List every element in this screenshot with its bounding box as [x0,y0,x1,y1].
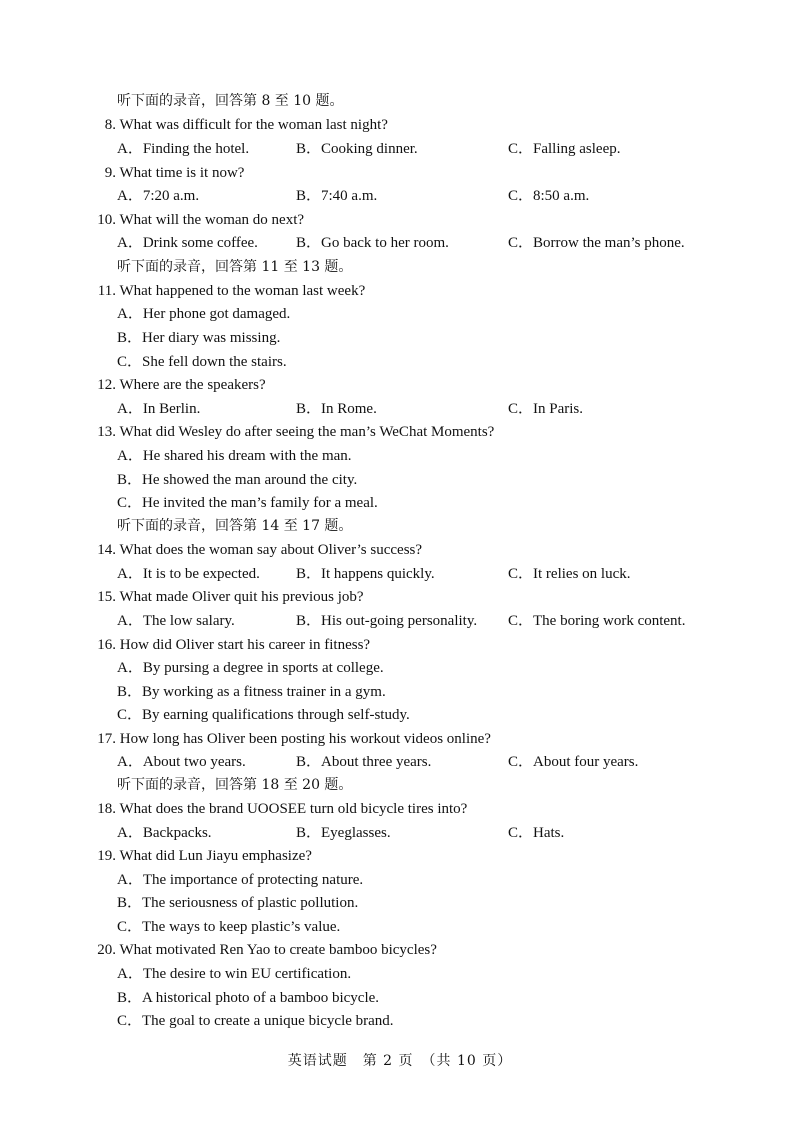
option-c: C．Borrow the man’s phone. [508,235,685,251]
question-number: 11. [97,283,116,299]
question-text: What does the woman say about Oliver’s success? [119,542,423,558]
option-b: B．About three years. [296,754,432,770]
question-text: What did Wesley do after seeing the man’s WeChat Moments? [119,424,495,440]
question [82,728,491,750]
question-text: What will the woman do next? [119,212,305,228]
option-c: C．8:50 a.m. [508,188,590,204]
option-a: A．The desire to win EU certification. [117,966,352,982]
question [82,539,422,561]
option-b: B．By working as a fitness trainer in a gym. [117,684,386,700]
question-number: 13. [97,424,116,440]
question [82,845,312,867]
option-a: A．Drink some coffee. [117,235,258,251]
option-b: B．His out-going personality. [296,613,478,629]
option-c: C．She fell down the stairs. [117,354,287,370]
section-instruction: 听下面的录音，回答第 18 至 20 题。 [117,777,353,793]
option-b: B．Go back to her room. [296,235,449,251]
option-b: B．Cooking dinner. [296,141,418,157]
option-c: C．Falling asleep. [508,141,621,157]
section-instruction: 听下面的录音，回答第 11 至 13 题。 [117,259,353,275]
question-text: What made Oliver quit his previous job? [119,589,364,605]
option-c: C．The ways to keep plastic’s value. [117,919,341,935]
option-c: C．About four years. [508,754,639,770]
option-a: A．Finding the hotel. [117,141,250,157]
option-a: A．The low salary. [117,613,235,629]
option-a: A．Backpacks. [117,825,212,841]
question [82,280,365,302]
option-a: A．About two years. [117,754,246,770]
question-number: 12. [97,377,116,393]
option-a: A．He shared his dream with the man. [117,448,352,464]
question [82,586,364,608]
question-text: Where are the speakers? [119,377,266,393]
option-c: C．The goal to create a unique bicycle brand. [117,1013,394,1029]
question-number: 16. [97,637,116,653]
question [82,798,467,820]
option-c: C．It relies on luck. [508,566,631,582]
option-b: B．He showed the man around the city. [117,472,358,488]
question-number: 18. [97,801,116,817]
question-number: 14. [97,542,116,558]
question-text: What does the brand UOOSEE turn old bicycle tires into? [119,801,468,817]
question-number: 20. [97,942,116,958]
question [82,162,244,184]
question [82,634,370,656]
option-b: B．It happens quickly. [296,566,435,582]
option-b: B．7:40 a.m. [296,188,378,204]
question-number: 9. [104,165,116,181]
question [82,421,494,443]
option-b: B．Eyeglasses. [296,825,391,841]
question-number: 10. [97,212,116,228]
option-b: B．In Rome. [296,401,377,417]
question-number: 8. [104,117,116,133]
option-a: A．Her phone got damaged. [117,306,291,322]
option-a: A．By pursing a degree in sports at college. [117,660,384,676]
question-number: 15. [97,589,116,605]
question-text: What motivated Ren Yao to create bamboo bicycles? [119,942,437,958]
section-instruction: 听下面的录音，回答第 14 至 17 题。 [117,518,353,534]
question-text: What happened to the woman last week? [119,283,366,299]
option-a: A．The importance of protecting nature. [117,872,364,888]
question-text: How long has Oliver been posting his workout videos online? [119,731,491,747]
question [82,114,388,136]
section-instruction: 听下面的录音，回答第 8 至 10 题。 [117,93,344,109]
question [82,374,266,396]
question [82,209,304,231]
option-c: C．In Paris. [508,401,584,417]
option-b: B．The seriousness of plastic pollution. [117,895,359,911]
option-c: C．He invited the man’s family for a meal. [117,495,378,511]
option-b: B．Her diary was missing. [117,330,281,346]
option-c: C．Hats. [508,825,565,841]
question-number: 17. [97,731,116,747]
option-a: A．It is to be expected. [117,566,260,582]
option-c: C．The boring work content. [508,613,686,629]
option-b: B．A historical photo of a bamboo bicycle. [117,990,380,1006]
page-footer: 英语试题 第 2 页 （共 10 页） [287,1053,513,1069]
question [82,939,437,961]
question-text: What time is it now? [119,165,245,181]
option-a: A．7:20 a.m. [117,188,200,204]
question-text: What was difficult for the woman last night? [119,117,388,133]
question-text: What did Lun Jiayu emphasize? [119,848,312,864]
option-a: A．In Berlin. [117,401,201,417]
question-text: How did Oliver start his career in fitness? [119,637,371,653]
option-c: C．By earning qualifications through self-study. [117,707,410,723]
question-number: 19. [97,848,116,864]
